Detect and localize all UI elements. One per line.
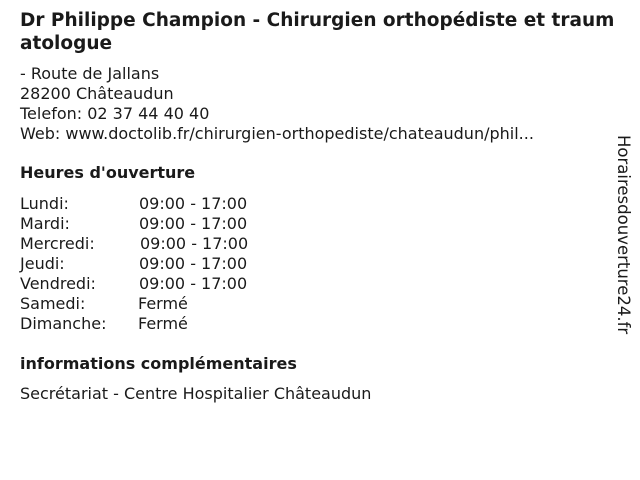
day-label: Dimanche: <box>20 314 107 333</box>
day-hours: Fermé <box>138 294 188 313</box>
day-hours: 09:00 - 17:00 <box>139 254 248 273</box>
day-label: Mercredi: <box>20 234 95 253</box>
city-address: 28200 Châteaudun <box>20 84 174 103</box>
hours-heading: Heures d'ouverture <box>20 163 196 182</box>
day-label: Samedi: <box>20 294 86 313</box>
street-address: - Route de Jallans <box>20 64 160 83</box>
address-block <box>20 64 534 144</box>
phone-number: Telefon: 02 37 44 40 40 <box>20 104 210 123</box>
day-label: Mardi: <box>20 214 70 233</box>
info-heading: informations complémentaires <box>20 354 297 373</box>
day-hours: 09:00 - 17:00 <box>139 274 248 293</box>
practitioner-name: Dr Philippe Champion - Chirurgien orthopédiste et traumatologue <box>20 10 615 54</box>
info-text: Secrétariat - Centre Hospitalier Châteaudun <box>20 384 372 403</box>
day-label: Vendredi: <box>20 274 96 293</box>
day-label: Jeudi: <box>20 254 65 273</box>
day-hours: 09:00 - 17:00 <box>139 214 248 233</box>
day-hours: Fermé <box>138 314 188 333</box>
day-hours: 09:00 - 17:00 <box>140 234 249 253</box>
day-label: Lundi: <box>20 194 69 213</box>
website-link: Web: www.doctolib.fr/chirurgien-orthopediste/chateaudun/phil... <box>20 124 534 143</box>
brand-watermark: Horairesdouverture24.fr <box>614 135 633 335</box>
day-hours: 09:00 - 17:00 <box>139 194 248 213</box>
